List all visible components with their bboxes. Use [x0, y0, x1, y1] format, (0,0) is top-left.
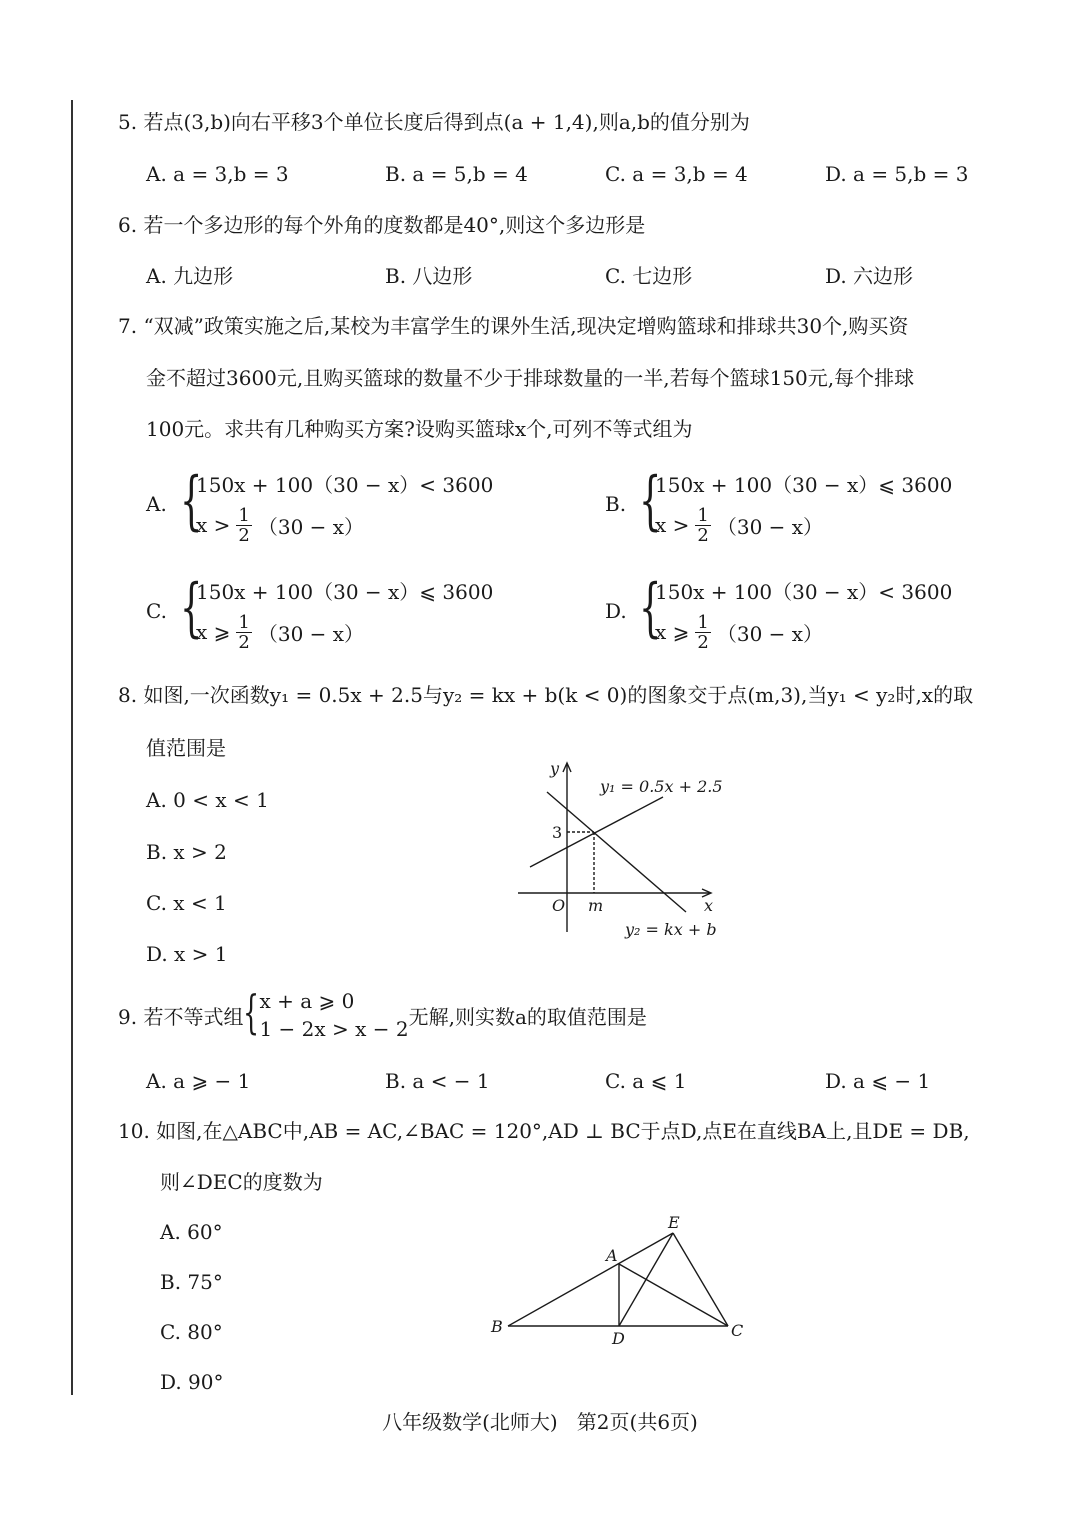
brace: {	[180, 571, 203, 645]
q10-stem-line: 则∠DEC的度数为	[160, 1170, 323, 1194]
q8-stem-line: 值范围是	[146, 736, 226, 760]
q9-option-d: D. a ⩽ − 1	[825, 1069, 931, 1093]
segment-ec	[673, 1233, 728, 1326]
denominator: 2	[238, 631, 250, 653]
point-c-label: C	[731, 1321, 744, 1340]
brace: {	[639, 464, 662, 538]
q9-stem-tail: 无解,则实数a的取值范围是	[408, 1004, 647, 1029]
point-b-label: B	[491, 1317, 503, 1336]
lhs: x >	[196, 513, 231, 537]
inequality-1: x + a ⩾ 0	[259, 989, 355, 1013]
q9-stem-head: 9. 若不等式组	[118, 1004, 244, 1029]
inequality-2: 1 − 2x > x − 2	[259, 1017, 409, 1041]
x-axis-label: x	[704, 896, 714, 915]
numerator: 1	[697, 611, 709, 633]
numerator: 1	[697, 504, 709, 526]
q10-stem-line: 10. 如图,在△ABC中,AB = AC,∠BAC = 120°,AD ⊥ BC于点D,点E在直线BA上,且DE = DB,	[118, 1119, 970, 1143]
q10-option-c: C. 80°	[160, 1320, 223, 1344]
brace: {	[180, 464, 203, 538]
q8-stem-line: 8. 如图,一次函数y₁ = 0.5x + 2.5与y₂ = kx + b(k < 0)的图象交于点(m,3),当y₁ < y₂时,x的取	[118, 683, 974, 707]
option-label: D.	[605, 599, 627, 623]
q7-stem-line: 7. “双减”政策实施之后,某校为丰富学生的课外生活,现决定增购篮球和排球共30个,购买资	[118, 314, 909, 338]
line-be	[508, 1233, 673, 1326]
brace: {	[639, 571, 662, 645]
q6-option-d: D. 六边形	[825, 264, 914, 288]
rhs: （30 − x）	[257, 621, 365, 646]
point-d-label: D	[612, 1329, 625, 1348]
q9-option-c: C. a ⩽ 1	[605, 1069, 687, 1093]
point-a-label: A	[606, 1246, 618, 1265]
q8-option-a: A. 0 < x < 1	[146, 788, 269, 812]
q10-option-b: B. 75°	[160, 1270, 223, 1294]
denominator: 2	[697, 631, 709, 653]
q7-stem-line: 100元。求共有几种购买方案?设购买篮球x个,可列不等式组为	[146, 417, 693, 441]
q8-option-b: B. x > 2	[146, 840, 227, 864]
inequality-1: 150x + 100（30 − x）⩽ 3600	[196, 579, 494, 604]
inequality-1: 150x + 100（30 − x）< 3600	[196, 472, 494, 497]
q5-option-d: D. a = 5,b = 3	[825, 162, 969, 186]
point-e-label: E	[668, 1213, 680, 1232]
q5-option-a: A. a = 3,b = 3	[146, 162, 289, 186]
lhs: x >	[655, 513, 690, 537]
brace: {	[243, 985, 260, 1039]
q10-option-d: D. 90°	[160, 1370, 224, 1394]
q5-stem: 5. 若点(3,b)向右平移3个单位长度后得到点(a + 1,4),则a,b的值分别为	[118, 110, 750, 134]
numerator: 1	[238, 504, 250, 526]
page-footer: 八年级数学(北师大) 第2页(共6页)	[382, 1410, 698, 1434]
q8-option-c: C. x < 1	[146, 891, 227, 915]
tick-label-m: m	[588, 896, 604, 915]
rhs: （30 − x）	[716, 514, 824, 539]
q5-option-c: C. a = 3,b = 4	[605, 162, 748, 186]
tick-label-3: 3	[552, 823, 563, 842]
option-label: A.	[146, 492, 167, 516]
y-axis-label: y	[550, 759, 560, 778]
q6-option-a: A. 九边形	[146, 264, 234, 288]
lhs: x ⩾	[655, 620, 690, 644]
q6-stem: 6. 若一个多边形的每个外角的度数都是40°,则这个多边形是	[118, 213, 646, 237]
q9-option-b: B. a < − 1	[385, 1069, 490, 1093]
segment-de	[619, 1233, 673, 1326]
rhs: （30 − x）	[716, 621, 824, 646]
lhs: x ⩾	[196, 620, 231, 644]
q6-option-b: B. 八边形	[385, 264, 473, 288]
q6-option-c: C. 七边形	[605, 264, 693, 288]
numerator: 1	[238, 611, 250, 633]
origin-label: O	[552, 896, 566, 915]
denominator: 2	[238, 524, 250, 546]
line-y1-label: y₁ = 0.5x + 2.5	[600, 777, 723, 796]
option-label: C.	[146, 599, 167, 623]
inequality-1: 150x + 100（30 − x）⩽ 3600	[655, 472, 953, 497]
option-label: B.	[605, 492, 627, 516]
q8-option-d: D. x > 1	[146, 942, 228, 966]
inequality-1: 150x + 100（30 − x）< 3600	[655, 579, 953, 604]
line-y2-label: y₂ = kx + b	[625, 920, 717, 939]
q9-option-a: A. a ⩾ − 1	[146, 1069, 251, 1093]
denominator: 2	[697, 524, 709, 546]
q5-option-b: B. a = 5,b = 4	[385, 162, 528, 186]
q7-stem-line: 金不超过3600元,且购买篮球的数量不少于排球数量的一半,若每个篮球150元,每个排球	[146, 366, 915, 390]
segment-ac	[619, 1264, 728, 1326]
q10-option-a: A. 60°	[160, 1220, 223, 1244]
rhs: （30 − x）	[257, 514, 365, 539]
